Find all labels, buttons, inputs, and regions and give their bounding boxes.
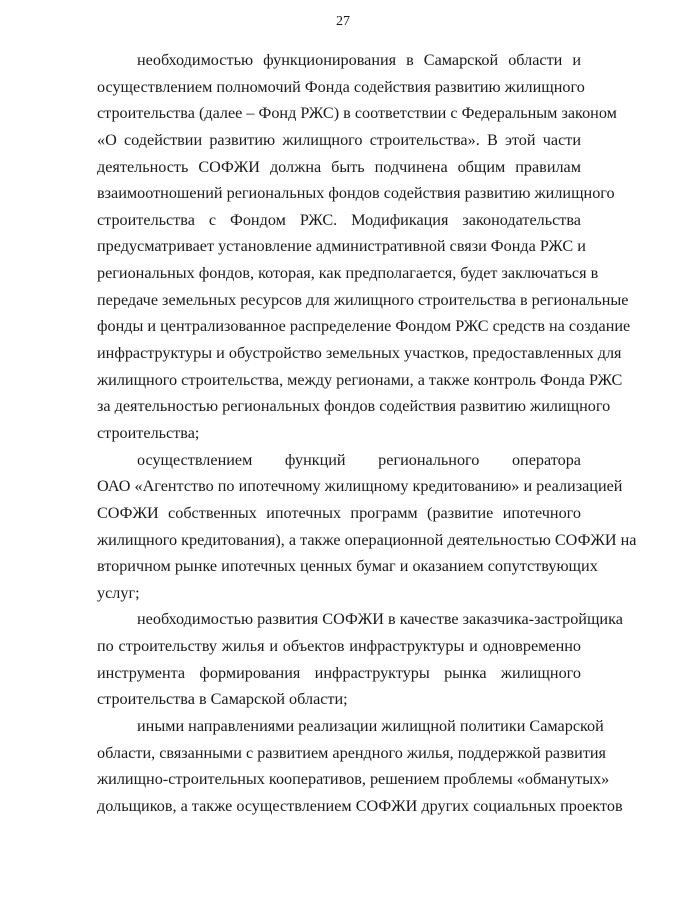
text-line: инструмента формирования инфраструктуры рынка жилищного bbox=[97, 663, 581, 682]
text-line: строительства с Фондом РЖС. Модификация законодательства bbox=[97, 210, 581, 229]
text-line: взаимоотношений региональных фондов содействия развитию жилищного bbox=[97, 184, 615, 203]
text-line: передаче земельных ресурсов для жилищного строительства в региональные bbox=[97, 290, 629, 309]
text-line: предусматривает установление административной связи Фонда РЖС и bbox=[97, 237, 586, 256]
text-line: необходимостью развития СОФЖИ в качестве заказчика-застройщика bbox=[137, 610, 623, 629]
text-line: жилищного строительства, между регионами, а также контроль Фонда РЖС bbox=[97, 370, 623, 389]
text-line: осуществлением полномочий Фонда содействия развитию жилищного bbox=[97, 77, 585, 96]
text-line: строительства; bbox=[97, 423, 200, 442]
document-body bbox=[97, 47, 637, 820]
text-line: по строительству жилья и объектов инфраструктуры и одновременно bbox=[97, 637, 581, 656]
text-line: необходимостью функционирования в Самарской области и bbox=[137, 51, 581, 69]
paragraph bbox=[97, 47, 631, 447]
text-line: услуг; bbox=[97, 583, 140, 602]
paragraph bbox=[97, 447, 637, 607]
text-line: осуществлением функций регионального оператора bbox=[137, 450, 581, 469]
text-line: жилищно-строительных кооперативов, решением проблемы «обманутых» bbox=[97, 770, 610, 789]
text-line: за деятельностью региональных фондов содействия развитию жилищного bbox=[97, 397, 611, 416]
text-line: вторичном рынке ипотечных ценных бумаг и оказанием сопутствующих bbox=[97, 557, 598, 576]
text-line: жилищного кредитования), а также операционной деятельностью СОФЖИ на bbox=[97, 530, 637, 549]
text-line: «О содействии развитию жилищного строительства». В этой части bbox=[97, 130, 581, 149]
paragraph bbox=[97, 606, 623, 713]
paragraph bbox=[97, 713, 623, 820]
text-line: иными направлениями реализации жилищной политики Самарской bbox=[137, 717, 604, 736]
text-line: строительства в Самарской области; bbox=[97, 690, 348, 709]
text-line: области, связанными с развитием арендного жилья, поддержкой развития bbox=[97, 743, 606, 762]
text-line: инфраструктуры и обустройство земельных участков, предоставленных для bbox=[97, 344, 622, 363]
text-line: региональных фондов, которая, как предполагается, будет заключаться в bbox=[97, 264, 599, 283]
text-line: ОАО «Агентство по ипотечному жилищному кредитованию» и реализацией bbox=[97, 477, 623, 496]
text-line: дольщиков, а также осуществлением СОФЖИ других социальных проектов bbox=[97, 796, 623, 815]
text-line: строительства (далее – Фонд РЖС) в соответствии с Федеральным законом bbox=[97, 104, 617, 123]
page-number: 27 bbox=[336, 14, 350, 29]
text-line: фонды и централизованное распределение Фондом РЖС средств на создание bbox=[97, 317, 631, 336]
text-line: деятельность СОФЖИ должна быть подчинена общим правилам bbox=[97, 157, 581, 176]
text-line: СОФЖИ собственных ипотечных программ (развитие ипотечного bbox=[97, 503, 581, 522]
